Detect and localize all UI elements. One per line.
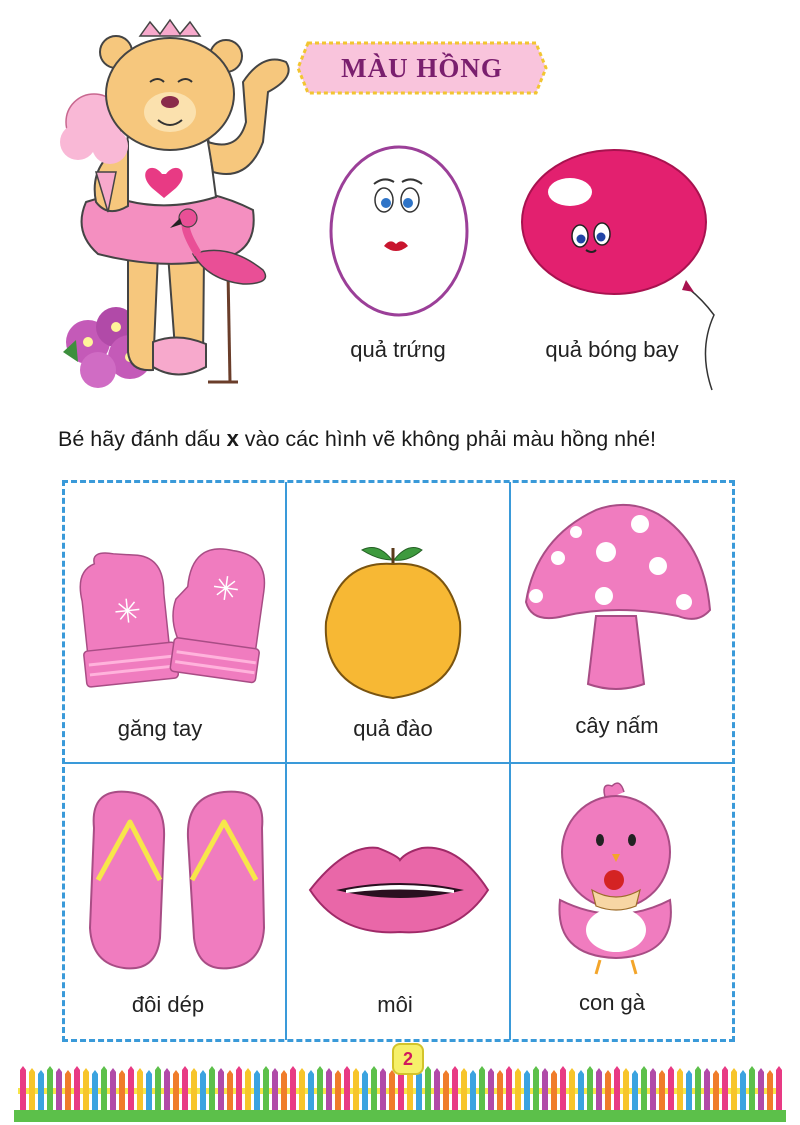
- grid-divider: [509, 482, 511, 1040]
- fence-picket: [308, 1070, 314, 1112]
- fence-picket: [317, 1066, 323, 1112]
- grid-divider: [64, 762, 733, 764]
- fence-picket: [74, 1066, 80, 1112]
- fence-picket: [245, 1068, 251, 1112]
- instruction-text: [58, 426, 748, 452]
- fence-picket: [20, 1066, 26, 1112]
- fence-picket: [173, 1070, 179, 1112]
- fence-picket: [524, 1070, 530, 1112]
- fence-picket: [713, 1070, 719, 1112]
- fence-picket: [92, 1070, 98, 1112]
- fence-picket: [758, 1068, 764, 1112]
- fence-picket: [749, 1066, 755, 1112]
- fence-picket: [731, 1068, 737, 1112]
- fence-picket: [722, 1066, 728, 1112]
- fence-picket: [650, 1068, 656, 1112]
- fence-picket: [686, 1070, 692, 1112]
- fence-picket: [353, 1068, 359, 1112]
- fence-picket: [281, 1070, 287, 1112]
- instruction-mark: x: [226, 426, 239, 451]
- fence-picket: [416, 1070, 422, 1112]
- fence-picket: [479, 1066, 485, 1112]
- fence-picket: [371, 1066, 377, 1112]
- egg-icon: [326, 142, 472, 320]
- fence-picket: [659, 1070, 665, 1112]
- fence-picket: [236, 1066, 242, 1112]
- fence-picket: [551, 1070, 557, 1112]
- peach-label: quả đào: [353, 716, 433, 741]
- fence-picket: [209, 1066, 215, 1112]
- fence-picket: [425, 1066, 431, 1112]
- fence-picket: [218, 1068, 224, 1112]
- fence-picket: [335, 1070, 341, 1112]
- instruction-after: vào các hình vẽ không phải màu hồng nhé!: [238, 427, 656, 451]
- fence-picket: [596, 1068, 602, 1112]
- flip-flops-label: đôi dép: [131, 992, 205, 1017]
- peach-icon[interactable]: [318, 538, 468, 704]
- lips-label: môi: [377, 992, 413, 1017]
- fence-picket: [677, 1068, 683, 1112]
- fence-picket: [776, 1066, 782, 1112]
- fence-picket: [182, 1066, 188, 1112]
- fence-picket: [569, 1068, 575, 1112]
- fence-picket: [461, 1068, 467, 1112]
- fence-picket: [668, 1066, 674, 1112]
- fence-picket: [767, 1070, 773, 1112]
- fence-picket: [29, 1068, 35, 1112]
- fence-picket: [740, 1070, 746, 1112]
- fence-picket: [146, 1070, 152, 1112]
- fence-picket: [587, 1066, 593, 1112]
- instruction-before: Bé hãy đánh dấu: [58, 427, 227, 451]
- fence-picket: [254, 1070, 260, 1112]
- fence-picket: [110, 1068, 116, 1112]
- fence-picket: [623, 1068, 629, 1112]
- mittens-icon[interactable]: [74, 536, 274, 696]
- fence-picket: [389, 1070, 395, 1112]
- teddy-bear-illustration: [58, 22, 298, 400]
- mushroom-label: cây nấm: [575, 713, 659, 738]
- fence-picket: [614, 1066, 620, 1112]
- balloon-label: quả bóng bay: [545, 337, 679, 362]
- fence-picket: [488, 1068, 494, 1112]
- fence-picket: [578, 1070, 584, 1112]
- page-number: 2: [392, 1043, 424, 1075]
- fence-picket: [695, 1066, 701, 1112]
- chick-label: con gà: [578, 990, 646, 1015]
- mittens-label: găng tay: [117, 716, 203, 741]
- fence-picket: [452, 1066, 458, 1112]
- lips-icon[interactable]: [306, 840, 492, 936]
- fence-picket: [542, 1068, 548, 1112]
- fence-picket: [65, 1070, 71, 1112]
- fence-picket: [515, 1068, 521, 1112]
- fence-grass: [14, 1110, 786, 1122]
- fence-picket: [155, 1066, 161, 1112]
- fence-picket: [641, 1066, 647, 1112]
- page-title: MÀU HỒNG: [341, 52, 503, 83]
- fence-picket: [272, 1068, 278, 1112]
- mushroom-icon[interactable]: [518, 498, 714, 698]
- fence-picket: [164, 1068, 170, 1112]
- fence-picket: [632, 1070, 638, 1112]
- fence-picket: [137, 1068, 143, 1112]
- fence-picket: [443, 1070, 449, 1112]
- fence-picket: [227, 1070, 233, 1112]
- fence-picket: [560, 1066, 566, 1112]
- fence-picket: [83, 1068, 89, 1112]
- fence-picket: [704, 1068, 710, 1112]
- fence-picket: [119, 1070, 125, 1112]
- fence-picket: [200, 1070, 206, 1112]
- fence-picket: [38, 1070, 44, 1112]
- fence-picket: [299, 1068, 305, 1112]
- fence-picket: [362, 1070, 368, 1112]
- fence-picket: [506, 1066, 512, 1112]
- fence-picket: [380, 1068, 386, 1112]
- fence-picket: [290, 1066, 296, 1112]
- fence-picket: [434, 1068, 440, 1112]
- fence-picket: [497, 1070, 503, 1112]
- chick-icon[interactable]: [550, 780, 680, 976]
- fence-picket: [533, 1066, 539, 1112]
- fence-picket: [326, 1068, 332, 1112]
- fence-picket: [47, 1066, 53, 1112]
- fence-picket: [56, 1068, 62, 1112]
- fence-picket: [470, 1070, 476, 1112]
- fence-picket: [263, 1066, 269, 1112]
- fence-picket: [344, 1066, 350, 1112]
- fence-picket: [191, 1068, 197, 1112]
- flip-flops-icon[interactable]: [80, 788, 276, 972]
- egg-label: quả trứng: [350, 337, 446, 362]
- grid-divider: [285, 482, 287, 1040]
- fence-picket: [101, 1066, 107, 1112]
- fence-picket: [128, 1066, 134, 1112]
- fence-picket: [605, 1070, 611, 1112]
